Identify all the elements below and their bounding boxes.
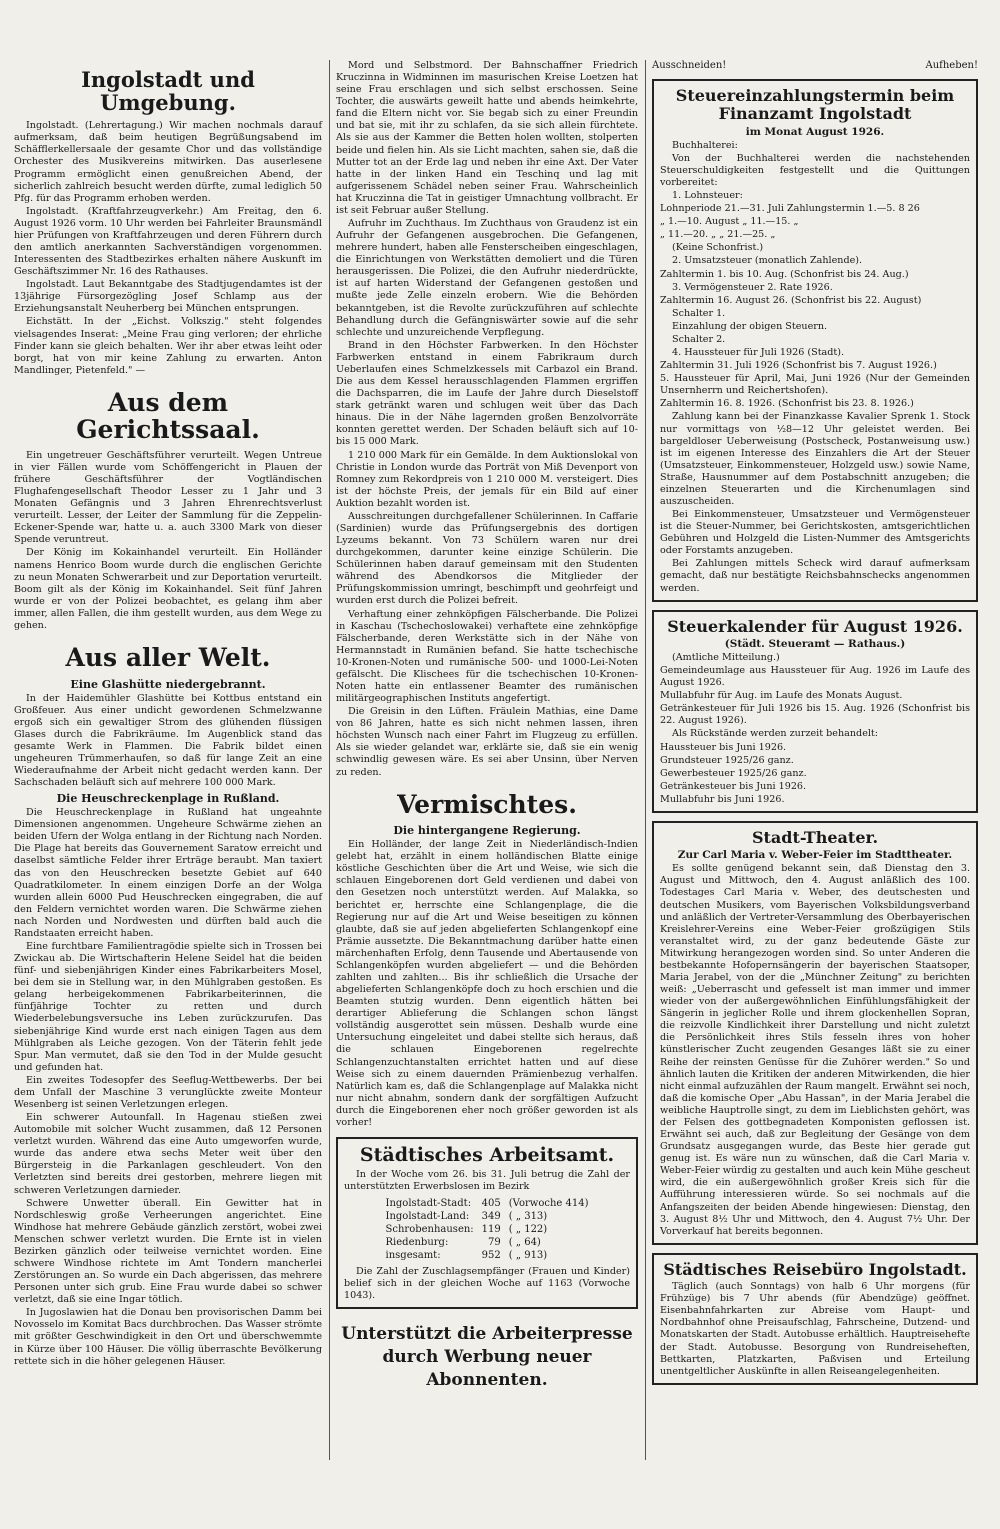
column-left <box>14 60 322 1369</box>
box-line: Buchhalterei: <box>672 139 738 151</box>
table-cell: 405 <box>481 1197 501 1209</box>
travel-office-box <box>652 1253 978 1385</box>
article: 1 210 000 Mark für ein Gemälde. In dem Auktionslokal von Christie in London wurde das Porträt von Miß Devenport von Romney zum Rekordpreis von 1 210 000 M. versteigert. Dies ist der höchste Preis, der jemals für ein Bild auf einer Auktion bezahlt worden ist. <box>336 449 638 509</box>
article: Ausschreitungen durchgefallener Schülerinnen. In Caffarie (Sardinien) wurde das Prüfungsergebnis des dortigen Lyzeums bekannt. Von 73 Schülern waren nur drei durchgekommen, darunter keine einzige Schülerin. Die Schülerinnen haben darauf gemeinsam mit den Studenten während des Abendkorsos die Mitglieder der Prüfungskommission umringt, beschimpft und geohrfeigt und wurden erst durch die Polizei befreit. <box>336 510 638 607</box>
box-line: Als Rückstände werden zurzeit behandelt: <box>672 728 879 740</box>
column-middle <box>336 60 638 1396</box>
article: Ingolstadt. (Kraftfahrzeugverkehr.) Am Freitag, den 6. August 1926 vorm. 10 Uhr werden bei Fahrleiter Braunsmändl hier Prüfungen von Kraftfahrzeugen und deren Führern durch den amtlich anerkannten Sachverständigen vorgenommen. Interessenten des Stadtbezirkes erhalten nähere Auskunft im Geschäftszimmer Nr. 16 des Rathauses. <box>14 205 322 278</box>
box-line: 2. Umsatzsteuer (monatlich Zahlende). <box>672 255 863 267</box>
cutout-label: Ausschneiden! <box>652 60 727 71</box>
box-title: Städtisches Arbeitsamt. <box>359 1143 615 1166</box>
article: Ingolstadt. (Lehrertagung.) Wir machen nochmals darauf aufmerksam, daß beim heutigen Begrüßungsabend im Schäfflerkellersaale der gesamte Chor und das vollständige Orchester des Musikvereins mitwirken. Das auserlesene Programm ermöglicht einen genußreichen Abend, der sicherlich zahlreich besucht werden dürfte, zumal lediglich 50 Pfg. für das Programm erhoben werden. <box>14 120 322 204</box>
article: In Jugoslawien hat die Donau ben provisorischen Damm bei Novosselo im Komitat Bacs durchbrochen. Das Wasser strömte mit größter Geschwindigkeit in den Ort und überschwemmte in Kürze über 100 Häuser. Die völlig überraschte Bevölkerung rettete sich in die höher gelegenen Häuser. <box>14 1307 322 1367</box>
box-title: Steuerkalender für August 1926. <box>667 616 963 636</box>
box-subtitle: (Städt. Steueramt — Rathaus.) <box>724 637 906 650</box>
section-heading-local: Ingolstadt und Umgebung. <box>81 67 255 116</box>
box-line: Lohnperiode 21.—31. Juli Zahlungstermin 1.—5. 8 26 <box>660 203 920 215</box>
article: In der Haidemühler Glashütte bei Kottbus entstand ein Großfeuer. Aus einer undicht gewordenen Schmelzwanne ergoß sich ein gewaltiger Strom des glühenden flüssigen Glases durch die Fabrikräume. Im Augenblick stand das gesamte Werk in Flammen. Die Fabrik bildet einen ungeheuren Trümmerhaufen, so daß für lange Zeit an eine Wiederaufnahme der Arbeit nicht gedacht werden kann. Der Sachschaden beläuft sich auf mehrere 100 000 Mark. <box>14 692 322 789</box>
table-row <box>382 1236 593 1249</box>
article-subheading: Die Heuschreckenplage in Rußland. <box>56 792 280 806</box>
keep-label: Aufheben! <box>925 60 978 71</box>
box-line: Schalter 2. <box>672 333 726 345</box>
box-title: Stadt-Theater. <box>751 827 879 847</box>
article: Eichstätt. In der „Eichst. Volkszig." steht folgendes vielsagendes Inserat: „Meine Frau ging verloren; der ehrliche Finder kann sie gleich behalten. Wer ihr aber etwas leiht oder borgt, hat von mir keine Zahlung zu erwarten. Anton Mandlinger, Pietenfeld." — <box>14 316 322 376</box>
article: Der König im Kokainhandel verurteilt. Ein Holländer namens Henrico Boom wurde durch die englischen Gerichte zu neun Monaten Schwerarbeit und zur Deportation verurteilt. Boom gilt als der König im Kokainhandel. Seit fünf Jahren wurde er von der Polizei beobachtet, es gelang ihm aber immer, allen Fallen, die ihm gestellt wurden, aus dem Wege zu gehen. <box>14 547 322 631</box>
table-row <box>382 1210 593 1223</box>
box-line: Getränkesteuer für Juli 1926 bis 15. Aug. 1926 (Schonfrist bis 22. August 1926). <box>660 703 970 727</box>
box-text: Täglich (auch Sonntags) von halb 6 Uhr morgens (für Frühzüge) bis 7 Uhr abends (für Abendzüge) geöffnet. Eisenbahnfahrkarten zur Abreise vom Haupt- und Nordbahnhof ohne Preisaufschlag, Fahrscheine, Dutzend- und Monatskarten der Stadt. Autobusse erhältlich. Hauptreisehefte der Stadt. Autobusse. Besorgung von Rundreiseheften, Bettkarten, Platzkarten, Paßvisen und Erteilung unentgeltlicher Auskünfte in allen Reiseangelegenheiten. <box>660 1281 970 1377</box>
box-outro: Die Zahl der Zuschlagsempfänger (Frauen und Kinder) belief sich in der gleichen Woche auf 1163 (Vorwoche 1043). <box>344 1265 630 1302</box>
article: Eine furchtbare Familientragödie spielte sich in Trossen bei Zwickau ab. Die Wirtschafterin Helene Seidel hat die beiden fünf- und siebenjährigen Kinder eines Fabrikarbeiters Mosel, bei dem sie in Stellung war, in den Mühlgraben gestoßen. Es gelang herbeigekommenen Fabrikarbeiterinnen, die fünfjährige Tochter zu retten und durch Wiederbelebungsversuche ins Leben zurückzurufen. Das siebenjährige Kind wurde erst nach einigen Tagen aus dem Mühlgraben als Leiche gezogen. Von der Täterin fehlt jede Spur. Man vermutet, daß sie den Tod in der Mulde gesucht und gefunden hat. <box>14 940 322 1073</box>
table-cell: ( „ 122) <box>508 1223 548 1235</box>
table-row <box>382 1223 593 1236</box>
box-line: Zahltermin 16. August 26. (Schonfrist bis 22. August) <box>660 294 922 306</box>
article: Ein zweites Todesopfer des Seeflug-Wettbewerbs. Der bei dem Unfall der Maschine 3 verunglückte zweite Monteur Wesenberg ist seinen Verletzungen erlegen. <box>14 1074 322 1110</box>
box-line: Grundsteuer 1925/26 ganz. <box>660 754 794 766</box>
box-subtitle: Zur Carl Maria v. Weber-Feier im Stadttheater. <box>677 849 953 862</box>
box-text: Zahlung kann bei der Finanzkasse Kavalier Sprenk 1. Stock nur vormittags von ½8—12 Uhr geleistet werden. Bei bargeldloser Ueberweisung (Postscheck, Postanweisung usw.) ist im eigenen Interesse des Einzahlers die Art der Steuer (Umsatzsteuer, Einkommensteuer, Holzgeld usw.) sowie Name, Straße, Hausnummer auf dem Postabschnitt anzugeben; die einzelnen Steuerarten und die Kirchenumlagen sind auszuscheiden. <box>660 411 970 507</box>
box-line: „ 11.—20. „ „ 21.—25. „ <box>660 229 776 241</box>
column-divider <box>329 60 330 1460</box>
box-line: Mullabfuhr bis Juni 1926. <box>660 793 785 805</box>
table-cell: 349 <box>481 1210 501 1222</box>
article: Ein Holländer, der lange Zeit in Niederländisch-Indien gelebt hat, erzählt in einem holländischen Blatte einige köstliche Geschichten über die Art und Weise, wie sich die schlauen Eingeborenen dort Geld verdienen und dabei von den Gesetzen noch unterstützt werden. Auf Malakka, so berichtet er, herrschte eine Schlangenplage, die die Regierung nur auf die Art und Weise beseitigen zu können glaubte, daß sie auf jeden abgelieferten Schlangenkopf eine Prämie aussetzte. Die Bekanntmachung darüber hatte einen märchenhaften Erfolg, denn Tausende und Abertausende von Schlangenköpfen wurden abgeliefert — und die Behörden zahlten und zahlten... Bis ihr schließlich die Ursache der abgelieferten Schlangenköpfe doch zu hoch erschien und die Beamten stutzig wurden. Denn eigentlich hätten bei derartiger Ablieferung die Schlangen schon längst vollständig ausgerottet sein müssen. Deshalb wurde eine Untersuchung eingeleitet und dabei stellte sich heraus, daß die schlauen Eingeborenen regelrechte Schlangenzuchtanstalten errichtet hatten und auf diese Weise sich zu einem dauernden Prämienbezug verhalfen. Natürlich kam es, daß die Schlangenplage auf Malakka nicht nur nicht abnahm, sondern dank der sorgfältigen Aufzucht durch die Eingeborenen eher noch größer geworden ist als vorher! <box>336 839 638 1128</box>
article-subheading: Eine Glashütte niedergebrannt. <box>70 677 266 691</box>
box-text: Es sollte genügend bekannt sein, daß Dienstag den 3. August und Mittwoch, den 4. August anläßlich des 100. Todestages Carl Maria v. Weber, des deutschesten und deutschen Musikers, vom Bayerischen Volksbildungsverband und anläßlich der Vertreter-Versammlung des Oberbayerischen Kreislehrer-Vereins eine Weber-Feier großzügigen Stils veranstaltet wird, zu der ganz bedeutende Gäste zur Mitwirkung herangezogen worden sind. So unter Anderen die bestbekannte Hofopernsängerin der bayerischen Staatsoper, Maria Jerabel, von der die „Münchner Zeitung" zu berichten weiß: „Ueberrascht und gefesselt ist man immer und immer wieder von der außergewöhnlichen Einfühlungsfähigkeit der Sängerin in jeglicher Rolle und ihrem glockenhellen Sopran, die reizvolle Kindlichkeit ihrer Darstellung und nicht zuletzt die Persönlichkeit ihres Stils fesseln ihres von hoher künstlerischer Zucht zeugenden Gesanges läßt sie zu einer Reihe der reinsten Genüsse für die Zuhörer werden." So und ähnlich lauten die Kritiken der anderen Mitwirkenden, die hier nicht einmal aufzuzählen der Raum mangelt. Erwähnt sei noch, daß die komische Oper „Abu Hassan", in der Maria Jerabel die weibliche Hauptrolle singt, zu dem im Lieblichsten gehört, was der Felsen des gottbegnadeten Komponisten geflossen ist. Erwähnt sei auch, daß zur Begleitung der Gesänge von dem Grundsatz ausgegangen wurde, das Beste hier gerade gut genug ist. Es wäre nun zu wünschen, daß die Carl Maria v. Weber-Feier würdig zu gestalten und auch kein Mühe gescheut wird, die ein außergewöhnlich großer Kreis sich für die Aufführung interessieren würde. So sei nochmals auf die Anfangszeiten der beiden Abende hingewiesen: Dienstag, den 3. August 8½ Uhr und Mittwoch, den 4. August 7½ Uhr. Der Vorverkauf hat bereits begonnen. <box>660 863 971 1237</box>
box-line: (Amtliche Mitteilung.) <box>672 651 780 663</box>
article: Aufruhr im Zuchthaus. Im Zuchthaus von Graudenz ist ein Aufruhr der Gefangenen ausgebrochen. Die Gefangenen, mehrere hundert, haben alle Fensterscheiben eingeschlagen, die Einrichtungen von Werkstätten demoliert und die Türen herausgerissen. Die Polizei, die den Aufruhr niederdrückte, ist auf harten Widerstand der Gefangenen gestoßen und mußte jede Zelle einzeln erobern. Wie die Behörden bekanntgeben, ist die Revolte zurückzuführen auf schlechte Behandlung durch die Gefängniswärter sowie auf die sehr schlechte und unzureichende Verpflegung. <box>336 218 638 338</box>
box-line: 4. Haussteuer für Juli 1926 (Stadt). <box>672 347 845 359</box>
table-cell: Ingolstadt-Stadt: <box>385 1197 472 1209</box>
box-line: Zahltermin 1. bis 10. Aug. (Schonfrist bis 24. Aug.) <box>660 268 909 280</box>
section-heading-world: Aus aller Welt. <box>65 643 271 672</box>
article: Die Greisin in den Lüften. Fräulein Mathias, eine Dame von 86 Jahren, hatte es sich nicht nehmen lassen, ihren höchsten Wunsch nach einer Fahrt im Flugzeug zu erfüllen. Als sie wieder gelandet war, erklärte sie, daß sie ein wenig schwindlig gewesen wäre. Es sei aber Unsinn, über Nerven zu reden. <box>336 706 638 778</box>
table-cell: ( „ 313) <box>508 1210 548 1222</box>
section-heading-court: Aus dem Gerichtssaal. <box>76 387 260 445</box>
table-cell: ( „ 64) <box>508 1236 541 1248</box>
box-line: Zahltermin 31. Juli 1926 (Schonfrist bis 7. August 1926.) <box>660 360 937 372</box>
box-title: Städtisches Reisebüro Ingolstadt. <box>663 1259 967 1279</box>
tax-deadline-box <box>652 79 978 602</box>
article: Die Heuschreckenplage in Rußland hat ungeahnte Dimensionen angenommen. Ungeheure Schwärme ziehen an beiden Ufern der Wolga entlang in der Richtung nach Norden. Die Plage hat bereits das Gouvernement Saratow erreicht und daselbst sämtliche Felder ihrer Erträge beraubt. Man taxiert das von den Heuschrecken besetzte Gebiet auf 640 Quadratkilometer. In einem einzigen Dorfe an der Wolga wurden allein 6000 Pud Heuschrecken eingegraben, die auf den Feldern vernichtet worden waren. Die Schwärme ziehen nach Norden und Nordwesten und dürften bald auch die Randstaaten erreicht haben. <box>14 807 322 939</box>
article: Verhaftung einer zehnköpfigen Fälscherbande. Die Polizei in Kaschau (Tschechoslowakei) verhaftete eine zehnköpfige Fälscherbande, deren Werkstätte sich in der Nähe von Hermannstadt in Rumänien befand. Sie hatte tschechische 10-Kronen-Noten und rumänische 500- und 1000-Lei-Noten gefälscht. Die Klischees für die tschechischen 10-Kronen-Noten hatte ein entlassener Beamter des rumänischen militärgeographischen Instituts angefertigt. <box>336 608 638 705</box>
box-line: (Keine Schonfrist.) <box>672 242 764 254</box>
table-cell: (Vorwoche 414) <box>508 1197 589 1209</box>
box-line: 1. Lohnsteuer: <box>672 190 743 202</box>
article: Mord und Selbstmord. Der Bahnschaffner Friedrich Kruczinna in Widminnen im masurischen Kreise Loetzen hat seine Frau erschlagen und sich selbst erschossen. Seine Tochter, die auswärts geweilt hatte und abends heimkehrte, fand die Eltern nicht vor. Sie begab sich zu einer Freundin und bat sie, mit ihr zu schlafen, da sie sich allein fürchtete. Als sie aus der Kammer die Betten holen wollten, stolperten beide und fielen hin. Als sie Licht machten, sahen sie, daß die Mutter tot an der Erde lag und neben ihr eine Axt. Der Vater hatte in der linken Hand ein Teschinq und lag mit aufgerissenem Schädel neben seiner Frau. Wahrscheinlich hat Kruczinna die Tat in geistiger Umnachtung vollbracht. Er ist seit Februar außer Stellung. <box>336 60 638 216</box>
tax-calendar-box <box>652 610 978 813</box>
article-subheading: Die hintergangene Regierung. <box>393 824 581 838</box>
box-line: Gewerbesteuer 1925/26 ganz. <box>660 767 807 779</box>
box-line: Schalter 1. <box>672 307 726 319</box>
table-cell: Riedenburg: <box>385 1236 449 1248</box>
table-cell: 79 <box>488 1236 501 1248</box>
unemployment-table <box>382 1197 593 1262</box>
box-line: „ 1.—10. August „ 11.—15. „ <box>660 216 799 228</box>
labor-office-box <box>336 1137 638 1309</box>
article: Ein ungetreuer Geschäftsführer verurteilt. Wegen Untreue in vier Fällen wurde vom Schöffengericht in Plauen der frühere Geschäftsführer der Vogtländischen Flughafengesellschaft Theodor Lesser zu 1 Jahr und 3 Monaten Gefängnis und 3 Jahren Ehrenrechtsverlust verurteilt. Lesser, der Leiter der Sammlung für die Zeppelin-Eckener-Spende war, hatte u. a. auch 3300 Mark von dieser Spende veruntreut. <box>14 449 322 546</box>
box-subtitle: im Monat August 1926. <box>745 125 885 138</box>
theater-box <box>652 821 978 1245</box>
box-intro: In der Woche vom 26. bis 31. Juli betrug die Zahl der unterstützten Erwerbslosen im Bezirk <box>344 1168 630 1192</box>
table-row <box>382 1249 593 1262</box>
box-line: Gemeindeumlage aus Haussteuer für Aug. 1926 im Laufe des August 1926. <box>660 665 970 689</box>
section-heading-misc: Vermischtes. <box>397 789 577 819</box>
table-cell: 952 <box>481 1249 501 1261</box>
box-text: Von der Buchhalterei werden die nachstehenden Steuerschuldigkeiten festgestellt und die Quittungen vorbereitet: <box>660 152 970 189</box>
box-text: Bei Einkommensteuer, Umsatzsteuer und Vermögensteuer ist die Steuer-Nummer, bei Gerichtskosten, amtsgerichtlichen Gebühren und Holzgeld die Listen-Nummer des Amtsgerichts oder Forstamts anzugeben. <box>660 509 970 557</box>
box-line: Einzahlung der obigen Steuern. <box>672 320 828 332</box>
column-divider <box>645 60 646 1460</box>
table-cell: ( „ 913) <box>508 1249 548 1261</box>
box-line: 3. Vermögensteuer 2. Rate 1926. <box>672 281 833 293</box>
article: Ein schwerer Autounfall. In Hagenau stießen zwei Automobile mit solcher Wucht zusammen, daß 12 Personen verletzt wurden. Während das eine Auto umgeworfen wurde, wurde das andere etwa sechs Meter weit über den Bürgersteig in die Parkanlagen geschleudert. Von den Verletzten sind bereits drei gestorben, mehrere liegen mit schweren Verletzungen darnieder. <box>14 1112 322 1196</box>
cutout-header <box>652 60 978 71</box>
table-cell: insgesamt: <box>385 1249 441 1261</box>
table-row <box>382 1197 593 1210</box>
article: Brand in den Höchster Farbwerken. In den Höchster Farbwerken entstand in einem Fabrikraum durch Ueberlaufen eines Schmelzkessels mit Carbazol ein Brand. Die aus dem Kessel herausschlagenden Flammen ergriffen die Dachsparren, die im Laufe der Jahre durch Dieselstoff stark getränkt waren und schlugen weit über das Dach hinaus. Die in der Nähe lagernden großen Benzolvorräte konnten gerettet werden. Der Schaden beläuft sich auf 10- bis 15 000 Mark. <box>336 339 638 448</box>
press-appeal: Unterstützt die Arbeiterpresse durch Werbung neuer Abonnenten. <box>341 1324 633 1391</box>
article: Ingolstadt. Laut Bekanntgabe des Stadtjugendamtes ist der 13jährige Fürsorgezögling Josef Schlamp aus der Erziehungsanstalt Neuherberg bei München entsprungen. <box>14 279 322 315</box>
box-line: Mullabfuhr für Aug. im Laufe des Monats August. <box>660 690 903 702</box>
table-cell: Ingolstadt-Land: <box>385 1210 470 1222</box>
box-line: Getränkesteuer bis Juni 1926. <box>660 780 807 792</box>
box-line: Zahltermin 16. 8. 1926. (Schonfrist bis 23. 8. 1926.) <box>660 398 914 410</box>
box-text: Bei Zahlungen mittels Scheck wird darauf aufmerksam gemacht, daß nur bestätigte Reichsbahnschecks angenommen werden. <box>660 558 970 594</box>
column-right <box>652 60 978 1393</box>
box-line: 5. Haussteuer für April, Mai, Juni 1926 (Nur der Gemeinden Unsernherrn und Reichertshofen). <box>660 373 970 397</box>
table-cell: Schrobenhausen: <box>385 1223 474 1235</box>
box-line: Haussteuer bis Juni 1926. <box>660 741 787 753</box>
box-title: Steuereinzahlungstermin beim Finanzamt Ingolstadt <box>675 86 955 124</box>
table-cell: 119 <box>481 1223 501 1235</box>
article: Schwere Unwetter überall. Ein Gewitter hat in Nordschleswig große Verheerungen angerichtet. Eine Windhose hat mehrere Gebäude gänzlich zerstört, wobei zwei Menschen schwer verletzt wurden. Die Ernte ist in vielen Bezirken gänzlich oder teilweise vernichtet worden. Eine schwere Windhose richtete im Amt Tondern mancherlei Zerstörungen an. So wurde ein Dach abgerissen, das mehrere Personen unter sich grub. Eine Frau wurde dabei so schwer verletzt, daß sie eine Ingar tötlich. <box>14 1197 322 1306</box>
